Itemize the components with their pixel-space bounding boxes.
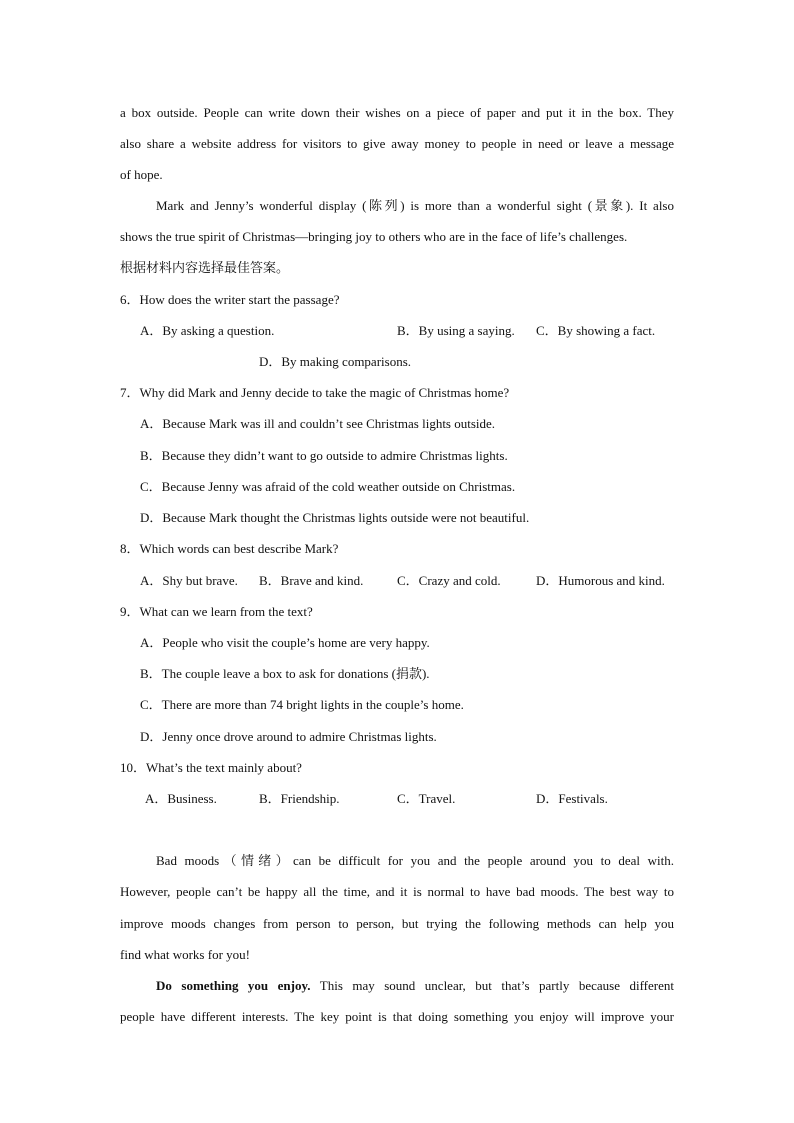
passage2-line: find what works for you! [120,947,250,962]
answer-option: D．Because Mark thought the Christmas lights outside were not beautiful. [140,510,530,525]
answer-option: A．Because Mark was ill and couldn’t see Christmas lights outside. [140,416,496,431]
passage2-heading-line [156,978,674,994]
question-stem: 8．Which words can best describe Mark? [120,541,339,556]
passage1-line: of hope. [120,167,163,182]
instruction: 根据材料内容选择最佳答案。 [120,260,290,275]
passage2-line: However, people can’t be happy all the time, and it is normal to have bad moods. The best way to [120,884,674,899]
answer-option: B．The couple leave a box to ask for donations (捐款). [140,666,430,681]
question-stem: 9．What can we learn from the text? [120,604,313,619]
passage2-line: Bad moods（情绪）can be difficult for you and the people around you to deal with. [156,853,674,868]
passage2-line: improve moods changes from person to person, but trying the following methods can help you [120,916,674,931]
heading-continuation: This may sound unclear, but that’s partly because different [310,978,674,993]
passage1-line: also share a website address for visitors to give away money to people in need or leave a message [120,136,674,151]
answer-option: B．Because they didn’t want to go outside to admire Christmas lights. [140,448,508,463]
question-stem: 10．What’s the text mainly about? [120,760,302,775]
passage1-line: Mark and Jenny’s wonderful display (陈列) is more than a wonderful sight (景象). It also [156,198,674,213]
answer-option: A．By asking a question. [140,323,275,338]
answer-option: B．Brave and kind. [259,573,364,588]
answer-option: A．Business. [145,791,217,806]
answer-option: D．Festivals. [536,791,608,806]
answer-option: D．By making comparisons. [259,354,412,369]
answer-option: A．Shy but brave. [140,573,238,588]
answer-option: C．By showing a fact. [536,323,656,338]
passage1-line: a box outside. People can write down their wishes on a piece of paper and put it in the box. They [120,105,674,120]
answer-option: C．There are more than 74 bright lights in the couple’s home. [140,697,464,712]
question-stem: 7．Why did Mark and Jenny decide to take the magic of Christmas home? [120,385,510,400]
answer-option: C．Travel. [397,791,456,806]
answer-option: C．Crazy and cold. [397,573,501,588]
answer-option: A．People who visit the couple’s home are very happy. [140,635,430,650]
passage1-line: shows the true spirit of Christmas—bringing joy to others who are in the face of life’s challenges. [120,229,628,244]
passage2-line: people have different interests. The key point is that doing something you enjoy will improve your [120,1009,674,1024]
answer-option: B．By using a saying. [397,323,515,338]
question-stem: 6．How does the writer start the passage? [120,292,340,307]
answer-option: C．Because Jenny was afraid of the cold weather outside on Christmas. [140,479,516,494]
answer-option: D．Humorous and kind. [536,573,665,588]
answer-option: B．Friendship. [259,791,340,806]
answer-option: D．Jenny once drove around to admire Christmas lights. [140,729,437,744]
section-heading: Do something you enjoy. [156,978,311,993]
